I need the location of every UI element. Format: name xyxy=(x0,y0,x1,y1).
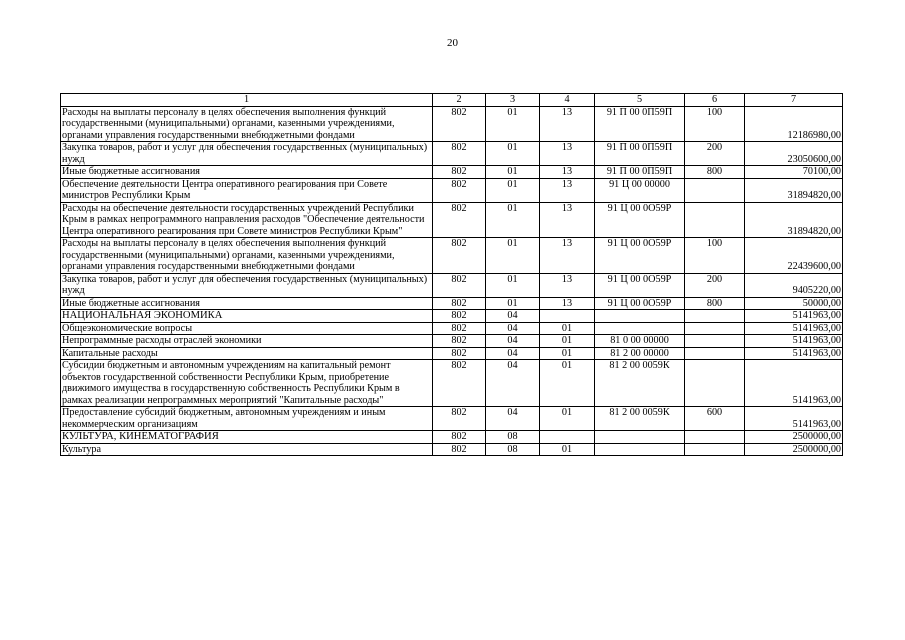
row-cell-col3: 08 xyxy=(486,443,540,456)
row-name-cell: НАЦИОНАЛЬНАЯ ЭКОНОМИКА xyxy=(61,310,433,323)
row-cell-col5 xyxy=(595,443,685,456)
row-cell-col2: 802 xyxy=(433,202,486,238)
row-cell-col3: 01 xyxy=(486,297,540,310)
row-cell-col5 xyxy=(595,310,685,323)
row-name-cell: Расходы на обеспечение деятельности государственных учреждений Республики Крым в рамках непрограммного направления расходов "Обеспечение деятельности Центра оперативного реагирования при Совете министров Республики Крым" xyxy=(61,202,433,238)
row-cell-col6: 800 xyxy=(685,297,745,310)
row-cell-col3: 04 xyxy=(486,347,540,360)
table-row xyxy=(61,142,843,166)
row-cell-col5: 91 П 00 0П59П xyxy=(595,166,685,179)
row-cell-col5: 91 Ц 00 0О59Р xyxy=(595,297,685,310)
row-cell-col6 xyxy=(685,347,745,360)
header-cell-2: 2 xyxy=(433,94,486,107)
row-cell-col7: 70100,00 xyxy=(745,166,843,179)
row-cell-col3: 04 xyxy=(486,360,540,407)
row-cell-col2: 802 xyxy=(433,431,486,444)
row-cell-col3: 04 xyxy=(486,322,540,335)
row-cell-col2: 802 xyxy=(433,273,486,297)
row-name-cell: Расходы на выплаты персоналу в целях обеспечения выполнения функций государственными (муниципальными) органами, казенными учреждениями, органами управления государственными внебюджетными фондами xyxy=(61,238,433,274)
row-cell-col7: 31894820,00 xyxy=(745,178,843,202)
row-name-cell: Общеэкономические вопросы xyxy=(61,322,433,335)
row-cell-col3: 01 xyxy=(486,106,540,142)
row-cell-col2: 802 xyxy=(433,178,486,202)
row-cell-col6: 100 xyxy=(685,106,745,142)
row-cell-col5: 81 2 00 0059К xyxy=(595,407,685,431)
row-cell-col4: 13 xyxy=(540,178,595,202)
table-row xyxy=(61,166,843,179)
row-cell-col4: 13 xyxy=(540,297,595,310)
header-row xyxy=(61,94,843,107)
row-cell-col4: 01 xyxy=(540,360,595,407)
row-cell-col4: 01 xyxy=(540,347,595,360)
row-cell-col2: 802 xyxy=(433,335,486,348)
row-cell-col5: 91 Ц 00 0О59Р xyxy=(595,273,685,297)
row-cell-col6 xyxy=(685,443,745,456)
row-cell-col7: 9405220,00 xyxy=(745,273,843,297)
row-cell-col7: 2500000,00 xyxy=(745,443,843,456)
header-cell-5: 5 xyxy=(595,94,685,107)
row-cell-col7: 5141963,00 xyxy=(745,360,843,407)
header-cell-3: 3 xyxy=(486,94,540,107)
row-name-cell: Непрограммные расходы отраслей экономики xyxy=(61,335,433,348)
row-cell-col5 xyxy=(595,431,685,444)
row-cell-col6 xyxy=(685,431,745,444)
row-cell-col7: 2500000,00 xyxy=(745,431,843,444)
row-cell-col5: 91 П 00 0П59П xyxy=(595,106,685,142)
table-row xyxy=(61,407,843,431)
budget-table xyxy=(60,93,843,456)
row-cell-col4: 13 xyxy=(540,238,595,274)
row-name-cell: Капитальные расходы xyxy=(61,347,433,360)
row-cell-col7: 5141963,00 xyxy=(745,347,843,360)
row-cell-col6 xyxy=(685,360,745,407)
row-cell-col6: 600 xyxy=(685,407,745,431)
table-row xyxy=(61,297,843,310)
page-number: 20 xyxy=(447,37,458,49)
row-cell-col2: 802 xyxy=(433,166,486,179)
row-cell-col4: 01 xyxy=(540,407,595,431)
row-name-cell: Предоставление субсидий бюджетным, автономным учреждениям и иным некоммерческим организациям xyxy=(61,407,433,431)
table-row xyxy=(61,310,843,323)
row-cell-col4: 01 xyxy=(540,335,595,348)
row-cell-col4: 13 xyxy=(540,202,595,238)
row-cell-col3: 01 xyxy=(486,142,540,166)
row-name-cell: Обеспечение деятельности Центра оперативного реагирования при Совете министров Республики Крым xyxy=(61,178,433,202)
row-cell-col7: 5141963,00 xyxy=(745,335,843,348)
row-name-cell: Закупка товаров, работ и услуг для обеспечения государственных (муниципальных) нужд xyxy=(61,142,433,166)
table-row xyxy=(61,202,843,238)
row-name-cell: Закупка товаров, работ и услуг для обеспечения государственных (муниципальных) нужд xyxy=(61,273,433,297)
row-cell-col3: 01 xyxy=(486,166,540,179)
row-cell-col7: 50000,00 xyxy=(745,297,843,310)
table-row xyxy=(61,360,843,407)
row-name-cell: Культура xyxy=(61,443,433,456)
table-row xyxy=(61,273,843,297)
table-row xyxy=(61,443,843,456)
table-row xyxy=(61,347,843,360)
row-cell-col3: 01 xyxy=(486,178,540,202)
row-cell-col5: 91 П 00 0П59П xyxy=(595,142,685,166)
row-cell-col2: 802 xyxy=(433,142,486,166)
table-row xyxy=(61,322,843,335)
row-cell-col2: 802 xyxy=(433,322,486,335)
row-name-cell: Расходы на выплаты персоналу в целях обеспечения выполнения функций государственными (муниципальными) органами, казенными учреждениями, органами управления государственными внебюджетными фондами xyxy=(61,106,433,142)
row-cell-col6 xyxy=(685,178,745,202)
row-cell-col5: 91 Ц 00 0О59Р xyxy=(595,202,685,238)
row-cell-col4 xyxy=(540,431,595,444)
row-cell-col4: 13 xyxy=(540,166,595,179)
row-name-cell: Субсидии бюджетным и автономным учреждениям на капитальный ремонт объектов государственной собственности Республики Крым, приобретение движимого имущества в государственную собственность Республики Крым в рамках реализации непрограммных мероприятий "Капитальные расходы" xyxy=(61,360,433,407)
table-row xyxy=(61,178,843,202)
row-cell-col5: 81 2 00 0059К xyxy=(595,360,685,407)
row-cell-col3: 04 xyxy=(486,407,540,431)
row-cell-col7: 12186980,00 xyxy=(745,106,843,142)
header-cell-7: 7 xyxy=(745,94,843,107)
row-cell-col5: 81 0 00 00000 xyxy=(595,335,685,348)
row-cell-col2: 802 xyxy=(433,297,486,310)
row-cell-col2: 802 xyxy=(433,310,486,323)
row-cell-col2: 802 xyxy=(433,407,486,431)
row-cell-col7: 5141963,00 xyxy=(745,407,843,431)
row-cell-col2: 802 xyxy=(433,443,486,456)
table-row xyxy=(61,335,843,348)
row-cell-col3: 01 xyxy=(486,202,540,238)
row-cell-col5: 91 Ц 00 0О59Р xyxy=(595,238,685,274)
row-cell-col7: 5141963,00 xyxy=(745,310,843,323)
row-cell-col3: 01 xyxy=(486,238,540,274)
row-cell-col7: 23050600,00 xyxy=(745,142,843,166)
row-cell-col4: 13 xyxy=(540,142,595,166)
row-cell-col5: 81 2 00 00000 xyxy=(595,347,685,360)
header-cell-6: 6 xyxy=(685,94,745,107)
row-cell-col4 xyxy=(540,310,595,323)
header-cell-1: 1 xyxy=(61,94,433,107)
row-cell-col6 xyxy=(685,322,745,335)
row-name-cell: Иные бюджетные ассигнования xyxy=(61,166,433,179)
row-cell-col6 xyxy=(685,335,745,348)
row-cell-col4: 01 xyxy=(540,322,595,335)
row-cell-col4: 13 xyxy=(540,106,595,142)
table-row xyxy=(61,238,843,274)
row-cell-col5 xyxy=(595,322,685,335)
row-cell-col4: 13 xyxy=(540,273,595,297)
row-cell-col2: 802 xyxy=(433,347,486,360)
row-cell-col7: 31894820,00 xyxy=(745,202,843,238)
row-cell-col6 xyxy=(685,202,745,238)
row-name-cell: КУЛЬТУРА, КИНЕМАТОГРАФИЯ xyxy=(61,431,433,444)
header-cell-4: 4 xyxy=(540,94,595,107)
row-cell-col6: 200 xyxy=(685,273,745,297)
row-cell-col6: 200 xyxy=(685,142,745,166)
row-cell-col2: 802 xyxy=(433,238,486,274)
row-cell-col7: 22439600,00 xyxy=(745,238,843,274)
row-cell-col3: 04 xyxy=(486,335,540,348)
row-cell-col3: 01 xyxy=(486,273,540,297)
row-cell-col4: 01 xyxy=(540,443,595,456)
row-cell-col5: 91 Ц 00 00000 xyxy=(595,178,685,202)
row-cell-col3: 04 xyxy=(486,310,540,323)
row-cell-col7: 5141963,00 xyxy=(745,322,843,335)
row-cell-col6 xyxy=(685,310,745,323)
row-cell-col2: 802 xyxy=(433,106,486,142)
row-cell-col6: 100 xyxy=(685,238,745,274)
row-name-cell: Иные бюджетные ассигнования xyxy=(61,297,433,310)
row-cell-col3: 08 xyxy=(486,431,540,444)
row-cell-col2: 802 xyxy=(433,360,486,407)
row-cell-col6: 800 xyxy=(685,166,745,179)
table-row xyxy=(61,431,843,444)
table-row xyxy=(61,106,843,142)
